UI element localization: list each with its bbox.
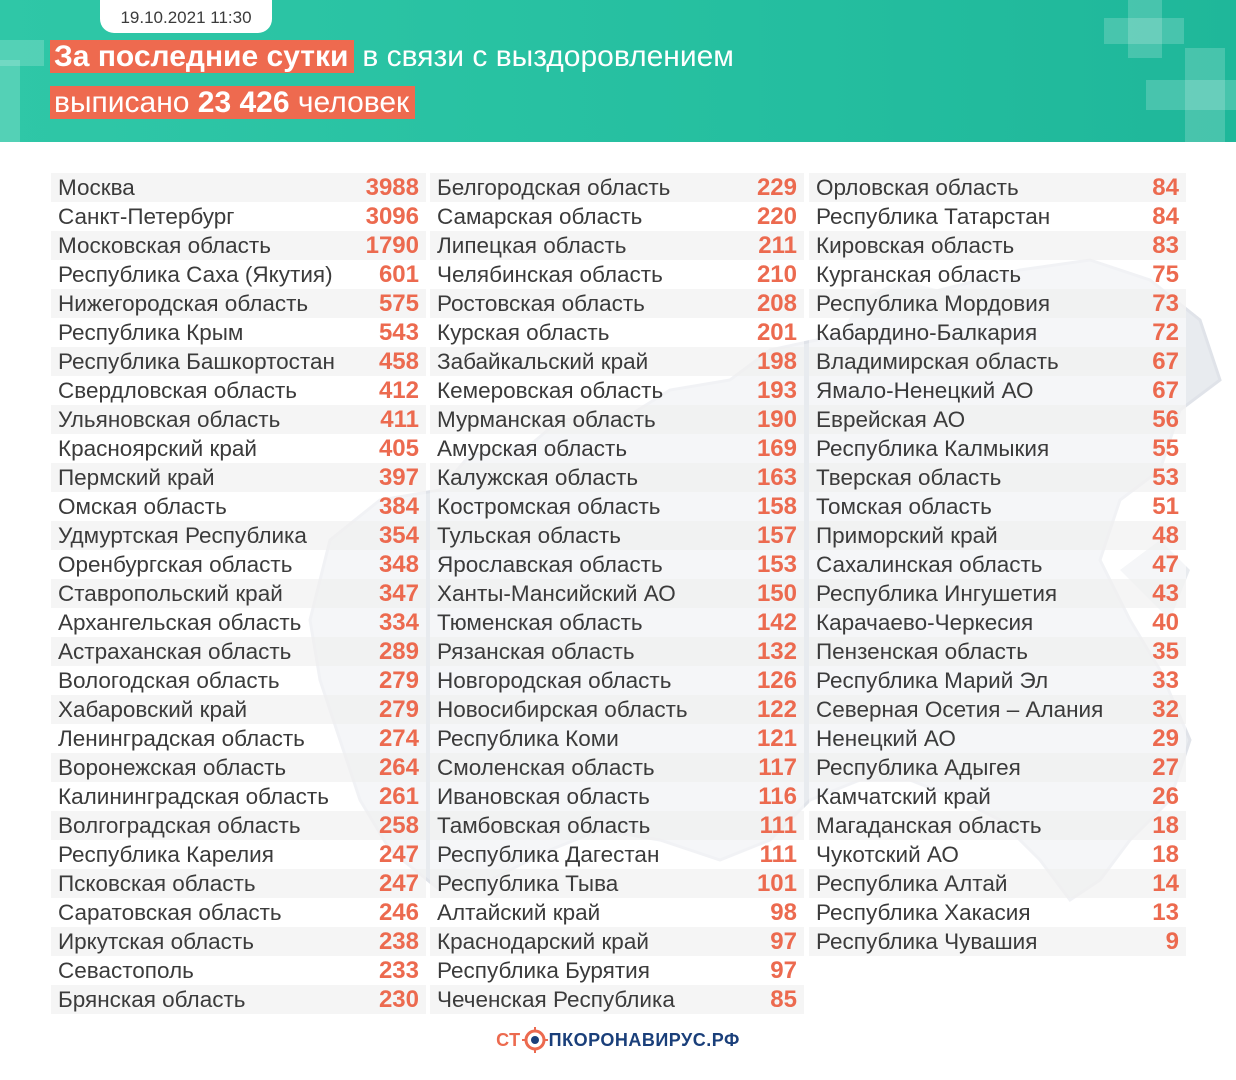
recovered-count: 247 (378, 869, 419, 897)
table-row (430, 579, 804, 608)
headline-suffix: человек (297, 86, 410, 119)
regions-column-3 (809, 173, 1186, 956)
recovered-count: 35 (1152, 637, 1179, 665)
recovered-count: 3096 (365, 202, 419, 230)
table-row (430, 898, 804, 927)
recovered-count: 198 (756, 347, 797, 375)
table-row (430, 608, 804, 637)
table-row (51, 550, 426, 579)
headline-total-box (50, 86, 415, 119)
table-row (51, 695, 426, 724)
region-name: Кемеровская область (437, 377, 664, 403)
table-row (809, 405, 1186, 434)
region-name: Красноярский край (58, 435, 257, 461)
table-row (809, 463, 1186, 492)
decor-cross (0, 60, 20, 142)
table-row (430, 550, 804, 579)
recovered-count: 53 (1152, 463, 1179, 491)
region-name: Республика Алтай (816, 870, 1008, 896)
recovered-count: 32 (1152, 695, 1179, 723)
region-name: Челябинская область (437, 261, 663, 287)
region-name: Сахалинская область (816, 551, 1043, 577)
table-row (51, 347, 426, 376)
recovered-count: 33 (1152, 666, 1179, 694)
table-row (809, 782, 1186, 811)
region-name: Республика Коми (437, 725, 619, 751)
region-name: Республика Адыгея (816, 754, 1021, 780)
recovered-count: 334 (378, 608, 419, 636)
table-row (51, 260, 426, 289)
table-row (51, 985, 426, 1014)
table-row (430, 260, 804, 289)
table-row (809, 724, 1186, 753)
table-row (809, 869, 1186, 898)
table-row (51, 869, 426, 898)
table-row (51, 782, 426, 811)
recovered-count: 126 (756, 666, 797, 694)
recovered-count: 211 (758, 231, 797, 259)
table-row (51, 579, 426, 608)
region-name: Костромская область (437, 493, 661, 519)
recovered-count: 111 (759, 840, 797, 868)
region-name: Калининградская область (58, 783, 329, 809)
region-name: Камчатский край (816, 783, 991, 809)
regions-column-2 (430, 173, 804, 1014)
region-name: Республика Крым (58, 319, 244, 345)
table-row (430, 463, 804, 492)
recovered-count: 98 (770, 898, 797, 926)
region-name: Краснодарский край (437, 928, 649, 954)
table-row (51, 521, 426, 550)
table-row (430, 289, 804, 318)
table-row (51, 753, 426, 782)
table-row (51, 608, 426, 637)
decor-cross (1104, 18, 1184, 44)
recovered-count: 101 (756, 869, 797, 897)
recovered-count: 3988 (365, 173, 419, 201)
table-row (51, 840, 426, 869)
region-name: Приморский край (816, 522, 998, 548)
table-row (51, 289, 426, 318)
recovered-count: 274 (378, 724, 419, 752)
region-name: Самарская область (437, 203, 643, 229)
region-name: Магаданская область (816, 812, 1042, 838)
regions-column-1 (51, 173, 426, 1014)
recovered-count: 142 (756, 608, 797, 636)
header-banner (0, 0, 1236, 142)
recovered-count: 264 (378, 753, 419, 781)
region-name: Владимирская область (816, 348, 1059, 374)
region-name: Республика Татарстан (816, 203, 1051, 229)
table-row (430, 956, 804, 985)
recovered-count: 279 (378, 666, 419, 694)
table-row (430, 666, 804, 695)
recovered-count: 116 (758, 782, 797, 810)
region-name: Мурманская область (437, 406, 656, 432)
recovered-count: 575 (378, 289, 419, 317)
region-name: Ростовская область (437, 290, 645, 316)
region-name: Архангельская область (58, 609, 302, 635)
recovered-count: 157 (756, 521, 797, 549)
recovered-count: 384 (378, 492, 419, 520)
region-name: Республика Башкортостан (58, 348, 335, 374)
region-name: Ленинградская область (58, 725, 305, 751)
table-row (809, 202, 1186, 231)
recovered-count: 51 (1152, 492, 1179, 520)
table-row (51, 231, 426, 260)
recovered-count: 208 (756, 289, 797, 317)
region-name: Республика Чувашия (816, 928, 1038, 954)
recovered-count: 169 (756, 434, 797, 462)
recovered-count: 348 (378, 550, 419, 578)
recovered-count: 84 (1152, 202, 1179, 230)
table-row (809, 550, 1186, 579)
region-name: Томская область (816, 493, 992, 519)
table-row (51, 898, 426, 927)
recovered-count: 121 (756, 724, 797, 752)
table-row (430, 376, 804, 405)
region-name: Севастополь (58, 957, 194, 983)
recovered-count: 193 (756, 376, 797, 404)
region-name: Республика Бурятия (437, 957, 650, 983)
table-row (51, 956, 426, 985)
region-name: Липецкая область (437, 232, 627, 258)
region-name: Волгоградская область (58, 812, 301, 838)
table-row (430, 782, 804, 811)
region-name: Удмуртская Республика (58, 522, 307, 548)
recovered-count: 9 (1165, 927, 1179, 955)
region-name: Ярославская область (437, 551, 663, 577)
recovered-count: 67 (1152, 376, 1179, 404)
recovered-count: 246 (378, 898, 419, 926)
recovered-count: 97 (770, 927, 797, 955)
table-row (809, 811, 1186, 840)
region-name: Ульяновская область (58, 406, 281, 432)
region-name: Псковская область (58, 870, 256, 896)
region-name: Кировская область (816, 232, 1015, 258)
region-name: Республика Саха (Якутия) (58, 261, 333, 287)
region-name: Республика Ингушетия (816, 580, 1058, 606)
table-row (51, 173, 426, 202)
recovered-count: 279 (378, 695, 419, 723)
region-name: Курганская область (816, 261, 1022, 287)
recovered-count: 55 (1152, 434, 1179, 462)
table-row (430, 173, 804, 202)
region-name: Ивановская область (437, 783, 650, 809)
region-name: Чукотский АО (816, 841, 959, 867)
recovered-count: 258 (378, 811, 419, 839)
table-row (430, 318, 804, 347)
region-name: Московская область (58, 232, 271, 258)
table-row (809, 492, 1186, 521)
table-row (809, 318, 1186, 347)
region-name: Свердловская область (58, 377, 298, 403)
table-row (430, 202, 804, 231)
region-name: Орловская область (816, 174, 1019, 200)
region-name: Тверская область (816, 464, 1002, 490)
table-row (51, 637, 426, 666)
region-name: Еврейская АО (816, 406, 966, 432)
region-name: Астраханская область (58, 638, 292, 664)
recovered-count: 132 (756, 637, 797, 665)
region-name: Белгородская область (437, 174, 671, 200)
headline-highlight: За последние сутки (50, 40, 354, 73)
table-row (809, 927, 1186, 956)
region-name: Алтайский край (437, 899, 601, 925)
region-name: Новгородская область (437, 667, 672, 693)
table-row (430, 695, 804, 724)
recovered-count: 67 (1152, 347, 1179, 375)
region-name: Пермский край (58, 464, 215, 490)
table-row (430, 753, 804, 782)
table-row (430, 434, 804, 463)
logo-suffix: ПКОРОНАВИРУС.РФ (548, 1030, 740, 1050)
table-row (51, 724, 426, 753)
recovered-count: 1790 (365, 231, 419, 259)
region-name: Чеченская Республика (437, 986, 675, 1012)
headline-line-1 (50, 40, 734, 74)
table-row (809, 840, 1186, 869)
region-name: Амурская область (437, 435, 628, 461)
recovered-count: 150 (756, 579, 797, 607)
region-name: Москва (58, 174, 135, 200)
region-name: Нижегородская область (58, 290, 309, 316)
headline-line-2 (50, 86, 415, 120)
recovered-count: 48 (1152, 521, 1179, 549)
table-row (809, 666, 1186, 695)
region-name: Саратовская область (58, 899, 282, 925)
recovered-count: 233 (378, 956, 419, 984)
region-name: Смоленская область (437, 754, 655, 780)
recovered-count: 117 (758, 753, 797, 781)
region-name: Кабардино-Балкария (816, 319, 1038, 345)
table-row (809, 608, 1186, 637)
table-row (51, 463, 426, 492)
logo-prefix: СТ (496, 1030, 521, 1050)
recovered-count: 13 (1152, 898, 1179, 926)
table-row (430, 724, 804, 753)
recovered-count: 26 (1152, 782, 1179, 810)
recovered-count: 201 (756, 318, 797, 346)
recovered-count: 111 (759, 811, 797, 839)
recovered-count: 73 (1152, 289, 1179, 317)
date-time-badge: 19.10.2021 11:30 (100, 0, 272, 33)
recovered-count: 397 (378, 463, 419, 491)
recovered-count: 230 (378, 985, 419, 1013)
region-name: Тюменская область (437, 609, 643, 635)
recovered-count: 229 (756, 173, 797, 201)
region-name: Республика Мордовия (816, 290, 1050, 316)
table-row (430, 869, 804, 898)
recovered-count: 14 (1152, 869, 1179, 897)
table-row (809, 231, 1186, 260)
recovered-count: 210 (756, 260, 797, 288)
recovered-count: 27 (1152, 753, 1179, 781)
recovered-count: 56 (1152, 405, 1179, 433)
region-name: Хабаровский край (58, 696, 248, 722)
table-row (809, 579, 1186, 608)
table-row (809, 637, 1186, 666)
table-row (430, 985, 804, 1014)
region-name: Республика Дагестан (437, 841, 660, 867)
recovered-count: 83 (1152, 231, 1179, 259)
recovered-count: 84 (1152, 173, 1179, 201)
table-row (51, 405, 426, 434)
table-row (51, 202, 426, 231)
table-row (430, 521, 804, 550)
region-name: Республика Калмыкия (816, 435, 1050, 461)
recovered-count: 190 (756, 405, 797, 433)
decor-cross (0, 40, 44, 66)
table-row (809, 376, 1186, 405)
recovered-count: 238 (378, 927, 419, 955)
recovered-count: 163 (756, 463, 797, 491)
recovered-count: 122 (756, 695, 797, 723)
region-name: Иркутская область (58, 928, 254, 954)
decor-cross (1146, 80, 1236, 110)
region-name: Вологодская область (58, 667, 280, 693)
recovered-count: 85 (770, 985, 797, 1013)
headline-rest: в связи с выздоровлением (362, 40, 734, 73)
recovered-count: 458 (378, 347, 419, 375)
recovered-count: 153 (756, 550, 797, 578)
table-row (430, 811, 804, 840)
region-name: Новосибирская область (437, 696, 688, 722)
recovered-count: 411 (380, 405, 419, 433)
region-name: Карачаево-Черкесия (816, 609, 1034, 635)
recovered-count: 75 (1152, 260, 1179, 288)
table-row (51, 927, 426, 956)
recovered-count: 405 (378, 434, 419, 462)
region-name: Республика Марий Эл (816, 667, 1049, 693)
recovered-count: 97 (770, 956, 797, 984)
table-row (430, 492, 804, 521)
region-name: Воронежская область (58, 754, 287, 780)
region-name: Оренбургская область (58, 551, 293, 577)
table-row (809, 289, 1186, 318)
recovered-count: 543 (378, 318, 419, 346)
table-row (430, 927, 804, 956)
recovered-count: 158 (756, 492, 797, 520)
table-row (430, 347, 804, 376)
region-name: Ставропольский край (58, 580, 283, 606)
recovered-count: 601 (378, 260, 419, 288)
region-name: Ямало-Ненецкий АО (816, 377, 1034, 403)
table-row (809, 695, 1186, 724)
region-name: Пензенская область (816, 638, 1028, 664)
table-row (430, 231, 804, 260)
region-name: Республика Тыва (437, 870, 619, 896)
table-row (809, 898, 1186, 927)
recovered-count: 29 (1152, 724, 1179, 752)
recovered-count: 354 (378, 521, 419, 549)
table-row (809, 753, 1186, 782)
total-recovered-number: 23 426 (197, 86, 290, 119)
recovered-count: 261 (378, 782, 419, 810)
stopcoronavirus-logo (0, 1027, 1236, 1053)
recovered-count: 47 (1152, 550, 1179, 578)
region-name: Санкт-Петербург (58, 203, 235, 229)
table-row (809, 260, 1186, 289)
table-row (809, 521, 1186, 550)
table-row (51, 811, 426, 840)
recovered-count: 18 (1152, 840, 1179, 868)
region-name: Республика Хакасия (816, 899, 1031, 925)
recovered-count: 347 (378, 579, 419, 607)
table-row (809, 347, 1186, 376)
region-name: Северная Осетия – Алания (816, 696, 1104, 722)
virus-icon (522, 1027, 548, 1053)
recovered-count: 412 (378, 376, 419, 404)
region-name: Брянская область (58, 986, 246, 1012)
table-row (809, 434, 1186, 463)
headline-prefix: выписано (54, 86, 190, 119)
region-name: Ханты-Мансийский АО (437, 580, 676, 606)
region-name: Тульская область (437, 522, 621, 548)
table-row (51, 492, 426, 521)
region-name: Тамбовская область (437, 812, 651, 838)
table-row (51, 318, 426, 347)
table-row (51, 376, 426, 405)
table-row (430, 637, 804, 666)
region-name: Омская область (58, 493, 227, 519)
region-name: Ненецкий АО (816, 725, 956, 751)
recovered-count: 247 (378, 840, 419, 868)
table-row (51, 666, 426, 695)
table-row (809, 173, 1186, 202)
recovered-count: 220 (756, 202, 797, 230)
table-row (430, 840, 804, 869)
table-row (51, 434, 426, 463)
recovered-count: 289 (378, 637, 419, 665)
recovered-count: 43 (1152, 579, 1179, 607)
table-row (430, 405, 804, 434)
recovered-count: 72 (1152, 318, 1179, 346)
recovered-count: 40 (1152, 608, 1179, 636)
region-name: Республика Карелия (58, 841, 274, 867)
region-name: Забайкальский край (437, 348, 649, 374)
region-name: Рязанская область (437, 638, 635, 664)
region-name: Калужская область (437, 464, 639, 490)
region-name: Курская область (437, 319, 610, 345)
recovered-count: 18 (1152, 811, 1179, 839)
